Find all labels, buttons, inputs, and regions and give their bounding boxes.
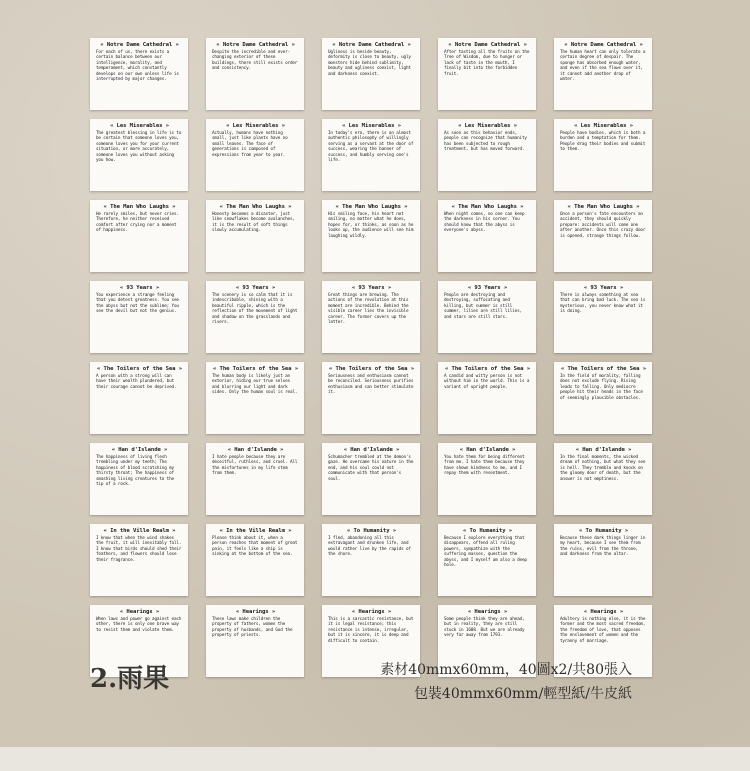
card-text: Because I explore everything that disappears, offend all ruling powers, sympathize with the suffering masses, question the abyss, and I myself am also a deep hole.	[444, 536, 527, 569]
sticker-card	[322, 281, 420, 353]
card-title: « Les Miserables »	[342, 123, 401, 129]
sticker-card	[90, 119, 188, 191]
card-title: « Notre Dame Cathedral »	[216, 42, 295, 48]
card-text: These laws make children the property of fathers, women the property of husbands, and God the property of priests.	[212, 617, 293, 639]
card-text: People have bodies, which is both a burden and a temptation for them. People drag their bodies and submit to them.	[560, 131, 646, 153]
card-title: « 93 Years »	[235, 285, 276, 291]
card-title: « Hearings »	[235, 609, 276, 615]
sticker-card	[438, 524, 536, 596]
sticker-card	[206, 362, 304, 434]
card-title: « To Humanity »	[462, 528, 513, 534]
sticker-card	[322, 524, 420, 596]
sticker-card	[90, 281, 188, 353]
sticker-card	[554, 119, 652, 191]
sticker-card	[554, 200, 652, 272]
card-text: The scenery is so calm that it is indescribable, shining with a beautiful ripple, which is the reflection of the movement of light and shadow on the grasslands and rivers.	[212, 293, 298, 326]
sticker-card	[322, 119, 420, 191]
sticker-card	[206, 200, 304, 272]
card-title: « Les Miserables »	[574, 123, 633, 129]
sticker-card	[90, 38, 188, 110]
sticker-card	[322, 362, 420, 434]
card-text: I know that when the wind shakes the fruit, it will inevitably fall. I know that birds should shed their feathers, and flowers should lose their fragrance.	[96, 536, 182, 563]
sticker-card	[206, 38, 304, 110]
card-title: « Les Miserables »	[110, 123, 169, 129]
card-title: « 93 Years »	[351, 285, 392, 291]
card-text: In the field of morality, falling does not exclude flying. Rising leads to falling. Only mediocre people hit their heads in the face of seemingly plausible obstacles.	[560, 374, 643, 401]
card-text: A candid and witty person is not without him in the world. This is a variant of upright people.	[444, 374, 530, 390]
card-text: Great things are brewing. The actions of the revolution at this moment are incredible. Behind the visible career lies the invisible career. The former covers up the latter.	[328, 293, 409, 326]
card-title: « The Toilers of the Sea »	[213, 366, 298, 372]
card-text: In today's era, there is an almost authentic philosophy of willingly serving as a servant at the door of success, wearing the banner of success, and humbly serving one's life.	[328, 131, 414, 164]
sticker-card	[554, 524, 652, 596]
sticker-card	[206, 605, 304, 677]
card-title: « Hearings »	[351, 609, 392, 615]
sticker-card	[438, 38, 536, 110]
card-title: « In the Ville Realm »	[103, 528, 176, 534]
card-title: « To Humanity »	[346, 528, 397, 534]
card-title: « In the Ville Realm »	[219, 528, 292, 534]
card-title: « 93 Years »	[583, 285, 624, 291]
card-title: « Les Miserables »	[226, 123, 285, 129]
sticker-card	[206, 524, 304, 596]
sticker-grid	[90, 38, 652, 677]
sticker-card	[554, 281, 652, 353]
card-title: « The Toilers of the Sea »	[97, 366, 182, 372]
card-title: « Hearings »	[119, 609, 160, 615]
sticker-card	[322, 38, 420, 110]
card-title: « 93 Years »	[467, 285, 508, 291]
card-title: « Han d'Islande »	[575, 447, 632, 453]
card-text: Please think about it, when a person reaches that moment of great pain, it feels like a ship is sinking at the bottom of the sea.	[212, 536, 298, 558]
sticker-card	[90, 524, 188, 596]
spec-line-material: 素材40mmx60mm，40圖x2/共80張入	[380, 662, 632, 678]
card-text: For each of us, there exists a certain balance between our intelligence, morality, and temperament, which constantly develops on our own unless life is interrupted by major changes.	[96, 50, 179, 83]
product-spec	[380, 658, 632, 706]
card-title: « Les Miserables »	[458, 123, 517, 129]
card-text: Once a person's fate encounters an accident, they should quickly prepare: accidents will come one after another. Once this crazy door is opened, strange things follow.	[560, 212, 646, 239]
card-text: Despite the incredible and ever-changing exterior of these buildings, there still exists order and consistency.	[212, 50, 298, 72]
card-text: A person with a strong will can have their wealth plundered, but their courage cannot be deprived.	[96, 374, 177, 390]
sticker-card	[206, 281, 304, 353]
card-text: When night comes, no one can keep the darkness in his corner. You should know that the abyss is everyone's abyss.	[444, 212, 525, 234]
card-title: « Han d'Islande »	[343, 447, 400, 453]
card-text: Ugliness is beside beauty, deformity is close to beauty, ugly monsters hide behind sublimity, beauty and ugliness coexist, light and darkness coexist.	[328, 50, 411, 77]
card-text: Some people think they are ahead, but in reality, they are still stuck in 1688. But we are already very far away from 1793.	[444, 617, 525, 639]
card-title: « Han d'Islande »	[227, 447, 284, 453]
card-text: After tasting all the fruits on the Tree of Wisdom, due to hunger or lack of taste in the mouth, I finally bit into the forbidden fruit.	[444, 50, 530, 77]
sticker-card	[438, 281, 536, 353]
bottom-strip	[0, 747, 750, 771]
card-text: Adultery is nothing else, it is the former and the most sacred freedom, the freedom of love, that opposes the enslavement of women and the tyranny of marriage.	[560, 617, 646, 644]
card-title: « The Man Who Laughs »	[567, 204, 640, 210]
card-text: Schumacher trembled at the demon's gaze. He overcame his nature in the end, and his soul could not communicate with that person's soul.	[328, 455, 414, 482]
card-text: This is a sarcastic resistance, but it is legal resistance; this resistance is intense, irregular, but it is sincere, it is deep and difficult to contain.	[328, 617, 414, 644]
sticker-card	[438, 443, 536, 515]
card-text: The human body is likely just an exterior, hiding our true selves and blurring our light and dark sides. Only the human soul is real.	[212, 374, 298, 396]
card-text: People are destroying and destroying, suffocating and killing, but summer is still summer, lilies are still lilies, and stars are still stars.	[444, 293, 522, 320]
card-text: He rarely smiles, but never cries. Therefore, he neither received comfort after crying nor a moment of happiness.	[96, 212, 179, 234]
card-title: « The Toilers of the Sea »	[445, 366, 530, 372]
card-title: « Notre Dame Cathedral »	[100, 42, 179, 48]
card-text: When laws and power go against each other, there is only one brave way to resist them and violate them.	[96, 617, 182, 633]
sticker-card	[554, 362, 652, 434]
card-title: « Hearings »	[467, 609, 508, 615]
card-text: In the final moments, the wicked dream of nothing, but what they see is hell. They tremble and knock on the gloomy door of death, but the answer is not emptiness.	[560, 455, 646, 482]
sticker-card	[206, 443, 304, 515]
card-title: « The Man Who Laughs »	[335, 204, 408, 210]
card-title: « To Humanity »	[578, 528, 629, 534]
sticker-card	[90, 200, 188, 272]
card-text: You experience a strange feeling that you detest greatness. You see the abyss but not the sublime; You see the devil but not the genius.	[96, 293, 179, 315]
card-text: I hate people because they are deceitful, ruthless, and cruel. All the misfortunes in my life stem from them.	[212, 455, 298, 477]
sticker-card	[438, 119, 536, 191]
card-text: Honesty becomes a disaster, just like snowflakes become avalanches, it is the result of soft things slowly accumulating.	[212, 212, 295, 234]
card-title: « 93 Years »	[119, 285, 160, 291]
sticker-card	[438, 362, 536, 434]
sticker-card	[90, 362, 188, 434]
card-text: Actually, humans have nothing small, just like plants have no small leaves. The face of generations is composed of expressions from year to year.	[212, 131, 288, 158]
card-title: « The Man Who Laughs »	[219, 204, 292, 210]
card-title: « The Toilers of the Sea »	[561, 366, 646, 372]
card-text: Seriousness and enthusiasm cannot be reconciled. Seriousness purifies enthusiasm and can better stimulate it.	[328, 374, 414, 396]
sticker-card	[322, 200, 420, 272]
spec-line-packaging: 包裝40mmx60mm/輕型紙/牛皮紙	[413, 686, 632, 702]
card-title: « Han d'Islande »	[111, 447, 168, 453]
card-text: His smiling face, his heart not smiling, no matter what he does, hopes for, or thinks, as soon as he looks up, the audience will see him laughing wildly.	[328, 212, 414, 239]
card-text: As soon as this behavior ends, people can recognize that humanity has been subjected to rough treatment, but has moved forward.	[444, 131, 527, 153]
card-text: I fled, abandoning all this extravagant and drunken life, and would rather live by the rapids of the shore.	[328, 536, 411, 558]
card-text: The greatest blessing in life is to be certain that someone loves you, someone loves you for your current situation, or more accurately, someone loves you without asking you how.	[96, 131, 182, 164]
sticker-card	[90, 443, 188, 515]
card-title: « The Man Who Laughs »	[103, 204, 176, 210]
sticker-card	[206, 119, 304, 191]
card-title: « Notre Dame Cathedral »	[332, 42, 411, 48]
card-title: « Notre Dame Cathedral »	[448, 42, 527, 48]
card-title: « Hearings »	[583, 609, 624, 615]
card-text: Because these dark things linger in my heart, because I see them from the ruins, evil from the throne, and darkness from the altar.	[560, 536, 646, 558]
sticker-card	[438, 200, 536, 272]
card-text: The happiness of living flesh trembling under my teeth; The happiness of blood scratching my thirsty throat; The happiness of smashing living creatures to the tip of a rock.	[96, 455, 174, 488]
card-text: The human heart can only tolerate a certain degree of despair. The sponge has absorbed enough water, and even if the sea flows over it, it cannot add another drop of water.	[560, 50, 646, 83]
card-title: « Han d'Islande »	[459, 447, 516, 453]
card-title: « The Toilers of the Sea »	[329, 366, 414, 372]
card-title: « Notre Dame Cathedral »	[564, 42, 643, 48]
card-title: « The Man Who Laughs »	[451, 204, 524, 210]
card-text: You hate them for being different from me. I hate them because they have shown kindness to me, and I repay them with resentment.	[444, 455, 525, 477]
sticker-card	[554, 443, 652, 515]
sticker-card	[322, 443, 420, 515]
product-name: 2.雨果	[90, 664, 170, 694]
sticker-card	[554, 38, 652, 110]
card-text: There is always something at sea that can bring bad luck. The sea is mysterious, you never know what it is doing.	[560, 293, 646, 315]
